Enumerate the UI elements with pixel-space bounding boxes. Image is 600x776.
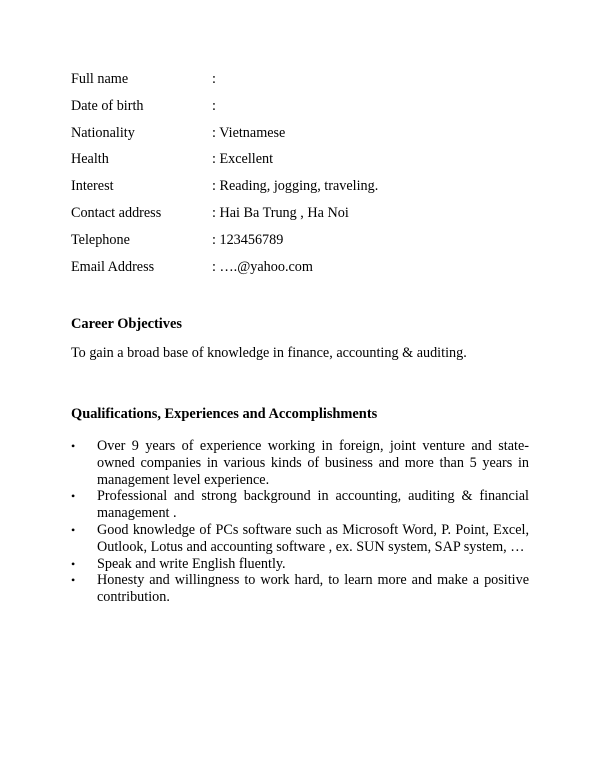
list-item (71, 572, 529, 606)
info-value: : (212, 97, 216, 114)
list-item-text: Professional and strong background in accounting, auditing & financial management . (97, 488, 529, 522)
info-value: : ….@yahoo.com (212, 258, 313, 275)
bullet-icon: • (71, 522, 76, 537)
list-item (71, 522, 529, 556)
info-label: Date of birth (71, 97, 144, 114)
info-row-contact-address (71, 204, 531, 231)
info-value: : Excellent (212, 151, 274, 168)
info-row-email-address (71, 258, 531, 285)
career-objectives-heading: Career Objectives (71, 316, 182, 332)
info-label: Nationality (71, 124, 135, 141)
bullet-icon: • (71, 573, 76, 588)
list-item-text: Good knowledge of PCs software such as Microsoft Word, P. Point, Excel, Outlook, Lotus and accounting software , ex. SUN system, SAP system, … (97, 521, 529, 555)
list-item-text: Honesty and willingness to work hard, to learn more and make a positive contribution. (97, 572, 529, 606)
bullet-icon: • (71, 439, 76, 453)
info-label: Contact address (71, 204, 162, 221)
list-item-text: Over 9 years of experience working in foreign, joint venture and state-owned companies in various kinds of business and more than 5 years in management level experience. (97, 438, 529, 488)
info-row-telephone (71, 231, 531, 258)
personal-info-section (71, 70, 531, 284)
info-label: Interest (71, 178, 114, 195)
bullet-icon: • (71, 489, 76, 504)
career-objectives-text: To gain a broad base of knowledge in finance, accounting & auditing. (71, 345, 467, 361)
info-value: : Vietnamese (212, 124, 286, 141)
list-item-text: Speak and write English fluently. (97, 555, 286, 572)
info-label: Email Address (71, 258, 155, 275)
list-item (71, 488, 529, 522)
bullet-icon: • (71, 556, 76, 571)
list-item (71, 438, 529, 488)
info-row-interest (71, 177, 531, 204)
info-row-date-of-birth (71, 97, 531, 124)
info-value: : Hai Ba Trung , Ha Noi (212, 204, 349, 221)
info-value: : 123456789 (212, 231, 284, 248)
info-label: Health (71, 151, 109, 168)
info-value: : (212, 71, 216, 87)
info-row-health (71, 150, 531, 177)
qualifications-heading: Qualifications, Experiences and Accomplishments (71, 406, 378, 422)
info-label: Telephone (71, 231, 130, 248)
list-item (71, 556, 529, 573)
info-row-full-name (71, 70, 531, 97)
info-label: Full name (71, 71, 129, 87)
qualifications-list (71, 438, 529, 606)
info-value: : Reading, jogging, traveling. (212, 178, 379, 195)
info-row-nationality (71, 124, 531, 151)
